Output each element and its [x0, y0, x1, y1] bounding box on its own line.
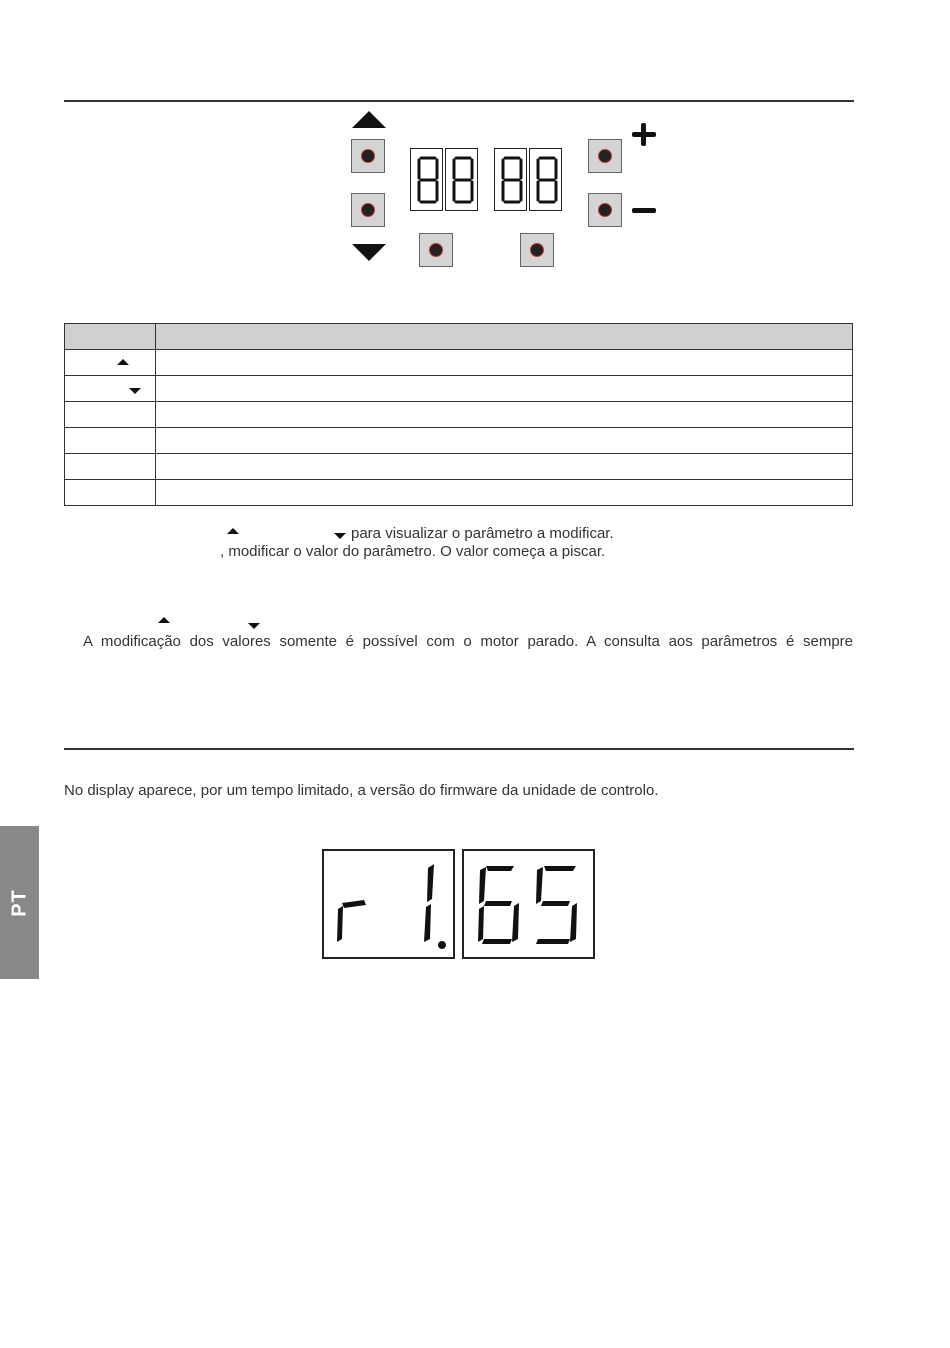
display-digit: [445, 148, 478, 211]
indicator-dot-icon: [361, 149, 375, 163]
table-cell-description: [156, 454, 853, 480]
up-arrow-icon: [158, 617, 170, 623]
up-arrow-icon: [227, 528, 239, 534]
plus-icon-vertical: [641, 123, 646, 146]
table-cell-key: [65, 402, 156, 428]
table-header-cell: [156, 324, 853, 350]
table-row: [65, 480, 853, 506]
table-cell-description: [156, 402, 853, 428]
table-cell-key: [65, 454, 156, 480]
up-arrow-icon: [117, 359, 129, 365]
indicator-dot-icon: [429, 243, 443, 257]
instruction-line-2: , modificar o valor do parâmetro. O valor começa a piscar.: [220, 543, 606, 560]
table-row: [65, 402, 853, 428]
bottom-right-button[interactable]: [520, 233, 554, 267]
down-arrow-icon: [334, 533, 346, 539]
table-cell-key: [65, 376, 156, 402]
table-row: [65, 454, 853, 480]
bottom-left-button[interactable]: [419, 233, 453, 267]
table-row: [65, 350, 853, 376]
plus-button[interactable]: [588, 139, 622, 173]
display-digit: [494, 148, 527, 211]
table-cell-description: [156, 480, 853, 506]
firmware-display-left: [322, 849, 455, 959]
down-button[interactable]: [351, 193, 385, 227]
down-arrow-icon: [248, 623, 260, 629]
display-digit: [529, 148, 562, 211]
section-rule: [64, 748, 854, 750]
up-arrow-icon: [352, 111, 386, 128]
table-cell-description: [156, 428, 853, 454]
down-arrow-icon: [352, 244, 386, 261]
instruction-line-1: para visualizar o parâmetro a modificar.: [351, 525, 614, 542]
table-cell-key: [65, 480, 156, 506]
minus-icon: [632, 208, 656, 213]
firmware-description: No display aparece, por um tempo limitado, a versão do firmware da unidade de controlo.: [64, 782, 659, 799]
table-cell-key: [65, 350, 156, 376]
table-header-row: [65, 324, 853, 350]
indicator-dot-icon: [530, 243, 544, 257]
table-row: [65, 376, 853, 402]
table-row: [65, 428, 853, 454]
table-cell-description: [156, 350, 853, 376]
indicator-dot-icon: [361, 203, 375, 217]
language-tab-label: PT: [8, 888, 30, 917]
language-tab[interactable]: [0, 826, 39, 979]
instruction-line-3: A modificação dos valores somente é possível com o motor parado. A consulta aos parâmetros é sempre: [83, 633, 853, 650]
indicator-dot-icon: [598, 149, 612, 163]
top-rule: [64, 100, 854, 102]
display-digit: [410, 148, 443, 211]
minus-button[interactable]: [588, 193, 622, 227]
down-arrow-icon: [129, 388, 141, 394]
table-cell-description: [156, 376, 853, 402]
firmware-display-right: [462, 849, 595, 959]
keys-table: [64, 323, 853, 506]
indicator-dot-icon: [598, 203, 612, 217]
up-button[interactable]: [351, 139, 385, 173]
table-header-cell: [65, 324, 156, 350]
table-cell-key: [65, 428, 156, 454]
